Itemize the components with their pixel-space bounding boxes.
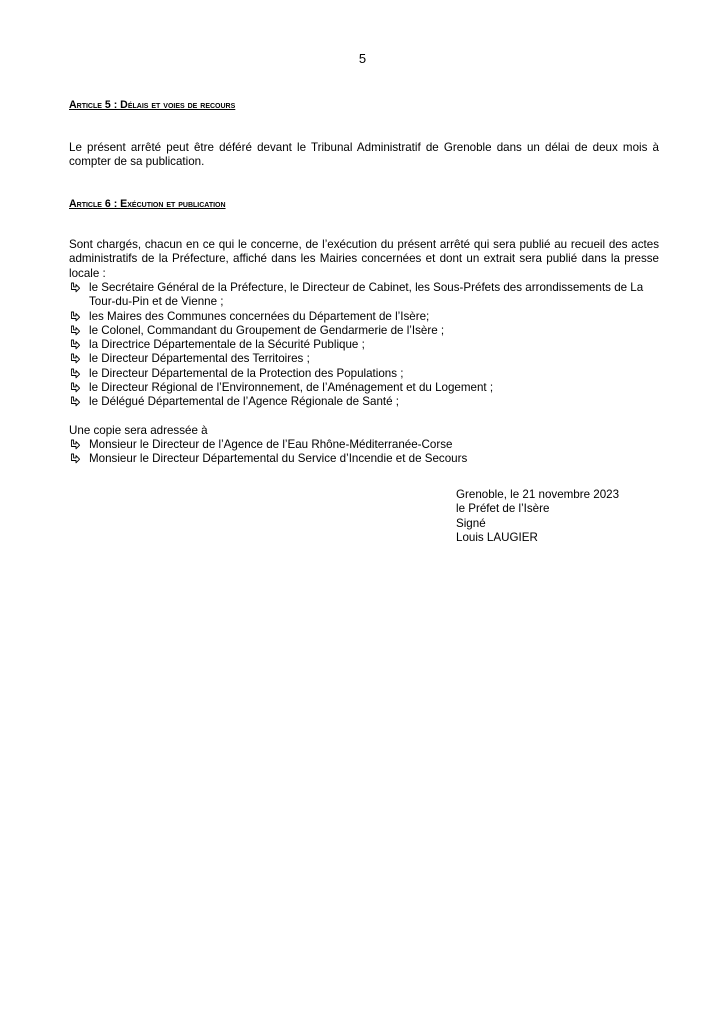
recipient-item (69, 324, 659, 338)
signature-status: Signé (456, 516, 486, 530)
recipient-item (69, 367, 659, 381)
recipient-item-text: le Secrétaire Général de la Préfecture, le Directeur de Cabinet, les Sous-Préfets des arrondissements de La Tour-du-Pin et de Vienne ; (89, 281, 644, 309)
right-arrow-icon (69, 381, 81, 395)
right-arrow-icon (69, 281, 81, 295)
recipient-item-text: le Colonel, Commandant du Groupement de Gendarmerie de l’Isère ; (89, 323, 445, 337)
article-6-intro: Sont chargés, chacun en ce qui le concerne, de l’exécution du présent arrêté qui sera publié au recueil des actes administratifs de la Préfecture, affiché dans les Mairies concernées et dont un extrait sera publié dans la presse locale : (69, 238, 659, 280)
recipient-item (69, 381, 659, 395)
article-5-body: Le présent arrêté peut être déféré devant le Tribunal Administratif de Grenoble dans un délai de deux mois à compter de sa publication. (69, 141, 659, 169)
right-arrow-icon (69, 452, 81, 466)
recipient-item-text: la Directrice Départementale de la Sécurité Publique ; (89, 338, 365, 352)
recipient-item (69, 338, 659, 352)
recipient-item-text: le Délégué Départemental de l’Agence Régionale de Santé ; (89, 395, 400, 409)
copy-recipient-item (69, 438, 659, 452)
recipient-item (69, 352, 659, 366)
recipient-item-text: le Directeur Départemental de la Protection des Populations ; (89, 366, 404, 380)
recipient-item-text: les Maires des Communes concernées du Département de l’Isère; (89, 309, 430, 323)
copy-recipient-item-text: Monsieur le Directeur Départemental du Service d’Incendie et de Secours (89, 452, 468, 466)
right-arrow-icon (69, 352, 81, 366)
right-arrow-icon (69, 367, 81, 381)
recipient-item-text: le Directeur Départemental des Territoires ; (89, 352, 310, 366)
right-arrow-icon (69, 324, 81, 338)
right-arrow-icon (69, 395, 81, 409)
article-5-heading: Article 5 : Délais et voies de recours (69, 99, 236, 111)
signature-block (456, 488, 619, 545)
recipient-item (69, 310, 659, 324)
page-number: 5 (358, 51, 367, 66)
right-arrow-icon (69, 438, 81, 452)
right-arrow-icon (69, 310, 81, 324)
recipient-item (69, 395, 659, 409)
recipients-list (69, 281, 659, 410)
recipient-item (69, 281, 659, 310)
right-arrow-icon (69, 338, 81, 352)
recipient-item-text: le Directeur Régional de l’Environnement, de l’Aménagement et du Logement ; (89, 381, 494, 395)
signature-name: Louis LAUGIER (456, 530, 538, 544)
signature-place-date: Grenoble, le 21 novembre 2023 (456, 488, 620, 501)
copy-recipient-item (69, 452, 659, 466)
copy-recipients-list (69, 438, 659, 467)
copy-recipient-item-text: Monsieur le Directeur de l’Agence de l’Eau Rhône-Méditerranée-Corse (89, 438, 453, 451)
article-6-heading: Article 6 : Exécution et publication (69, 198, 226, 210)
signature-title: le Préfet de l’Isère (456, 502, 550, 516)
copy-intro: Une copie sera adressée à (69, 424, 208, 437)
